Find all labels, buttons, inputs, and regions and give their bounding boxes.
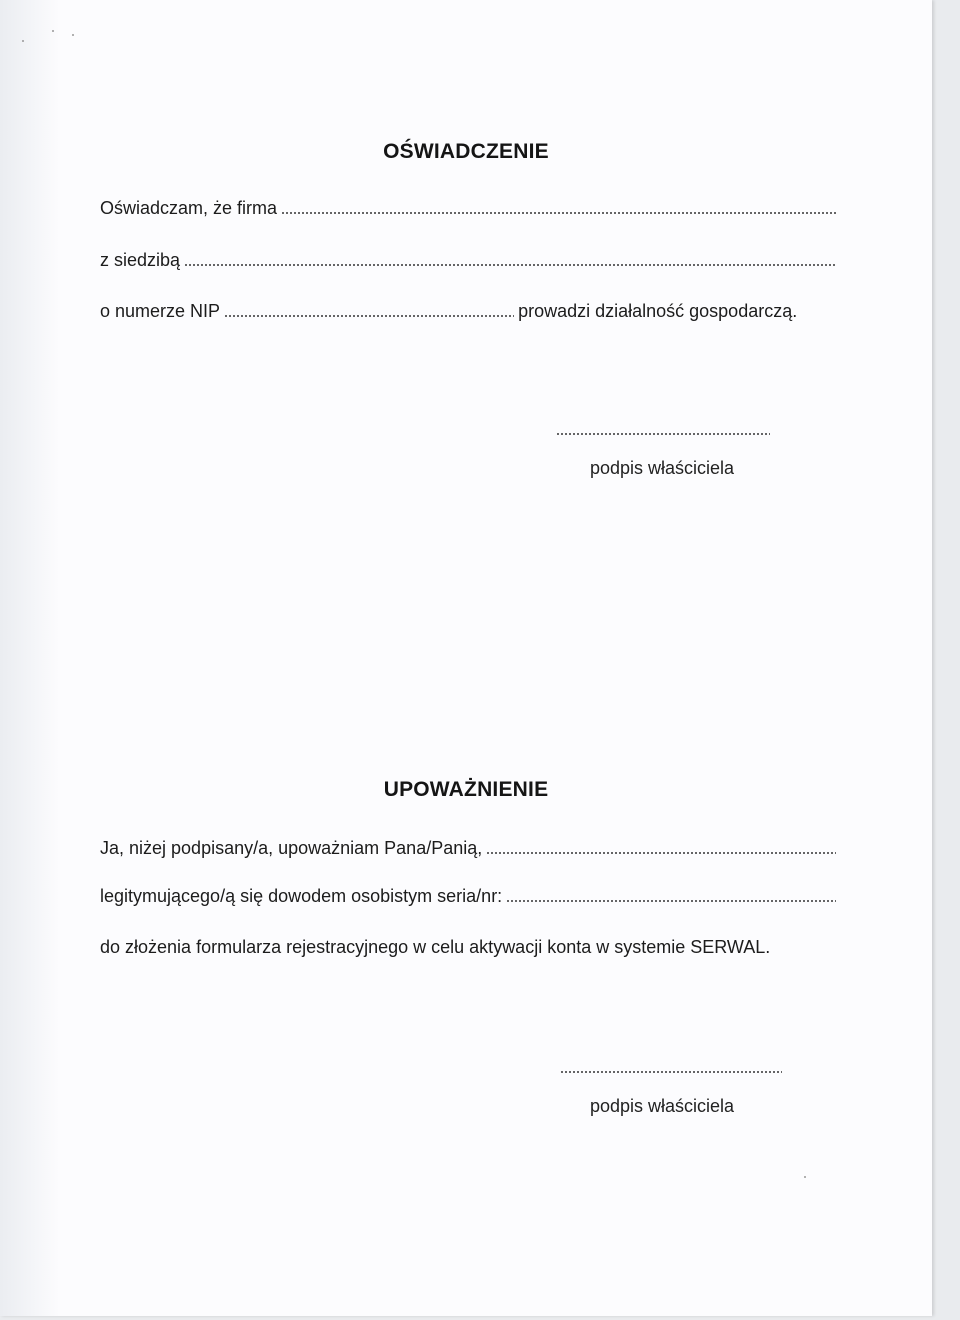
authorization-signature-blank xyxy=(560,1070,782,1074)
scan-speck xyxy=(52,30,54,32)
scan-speck xyxy=(804,1176,806,1178)
statement-seat-label: z siedzibą xyxy=(100,250,181,270)
authorization-purpose-text: do złożenia formularza rejestracyjnego w celu aktywacji konta w systemie SERWAL. xyxy=(100,937,771,957)
statement-title: OŚWIADCZENIE xyxy=(383,140,549,163)
authorization-id-label: legitymującego/ą się dowodem osobistym seria/nr: xyxy=(100,886,503,906)
authorization-id-blank xyxy=(506,899,836,903)
statement-nip-line xyxy=(100,301,840,322)
statement-seat-blank xyxy=(184,263,836,267)
authorization-person-line xyxy=(100,838,840,859)
authorization-person-label: Ja, niżej podpisany/a, upoważniam Pana/Panią, xyxy=(100,838,483,858)
scan-speck xyxy=(72,34,74,36)
scan-speck xyxy=(22,40,24,42)
statement-nip-blank xyxy=(224,314,514,318)
statement-signature-blank xyxy=(556,432,770,436)
statement-seat-line xyxy=(100,250,840,271)
authorization-purpose-line xyxy=(100,937,860,958)
statement-company-blank xyxy=(281,211,836,215)
authorization-signature-label: podpis właściciela xyxy=(590,1096,735,1116)
authorization-person-blank xyxy=(486,851,836,855)
statement-signature-label: podpis właściciela xyxy=(590,458,735,478)
statement-company-line xyxy=(100,198,840,219)
statement-nip-label: o numerze NIP xyxy=(100,301,221,321)
statement-nip-suffix: prowadzi działalność gospodarczą. xyxy=(518,301,798,321)
authorization-id-line xyxy=(100,886,840,907)
statement-company-label: Oświadczam, że firma xyxy=(100,198,278,218)
authorization-title: UPOWAŻNIENIE xyxy=(383,778,549,801)
